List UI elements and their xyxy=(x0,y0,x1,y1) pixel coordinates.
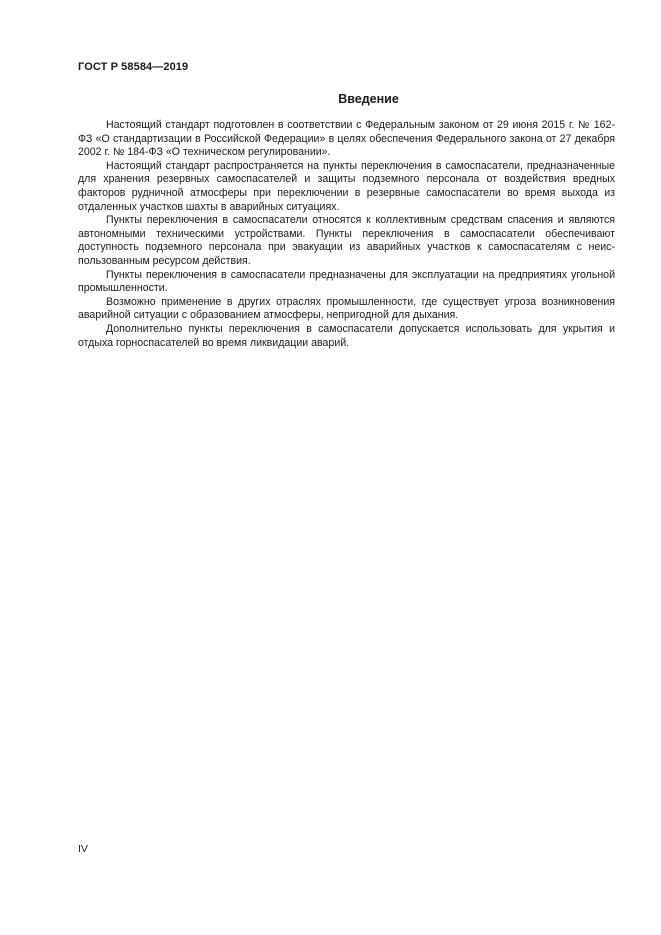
body-text xyxy=(78,119,615,350)
page-number: IV xyxy=(78,843,88,855)
section-title xyxy=(78,92,615,106)
section-title-text: Введение xyxy=(338,92,399,106)
paragraph: Настоящий стандарт распространяется на пункты переключения в самоспасатели, предназначенные для хранения резервных самоспасателей и защиты подземного персонала от воздействия вредных факторов рудничной атмосферы при переключении в резервные самоспасатели во время выхода из отдаленных участков шахты в аварийных ситуациях. xyxy=(78,159,615,213)
document-header: ГОСТ Р 58584—2019 xyxy=(78,61,189,73)
paragraph: Пункты переключения в самоспасатели относятся к коллективным средствам спасения и являются автономными техническими устройствами. Пункты переключения в самоспасатели обеспечивают доступность подземного персонала при эвакуации из аварийных участков к самоспасателям с неиспользованным ресурсом действия. xyxy=(78,214,615,267)
paragraph: Пункты переключения в самоспасатели предназначены для эксплуатации на предприятиях угольной промышленности. xyxy=(78,268,615,295)
paragraph: Дополнительно пункты переключения в самоспасатели допускается использовать для укрытия и отдыха горноспасателей во время ликвидации аварий. xyxy=(78,322,615,349)
paragraph: Настоящий стандарт подготовлен в соответствии с Федеральным законом от 29 июня 2015 г. № 162-ФЗ «О стандартизации в Российской Федерации» в целях обеспечения Федерального закона от 27 декабря 2002 г. № 184-ФЗ «О техническом регулировании». xyxy=(78,119,615,159)
paragraph: Возможно применение в других отраслях промышленности, где существует угроза возникновения аварийной ситуации с образованием атмосферы, непригодной для дыхания. xyxy=(78,295,615,322)
